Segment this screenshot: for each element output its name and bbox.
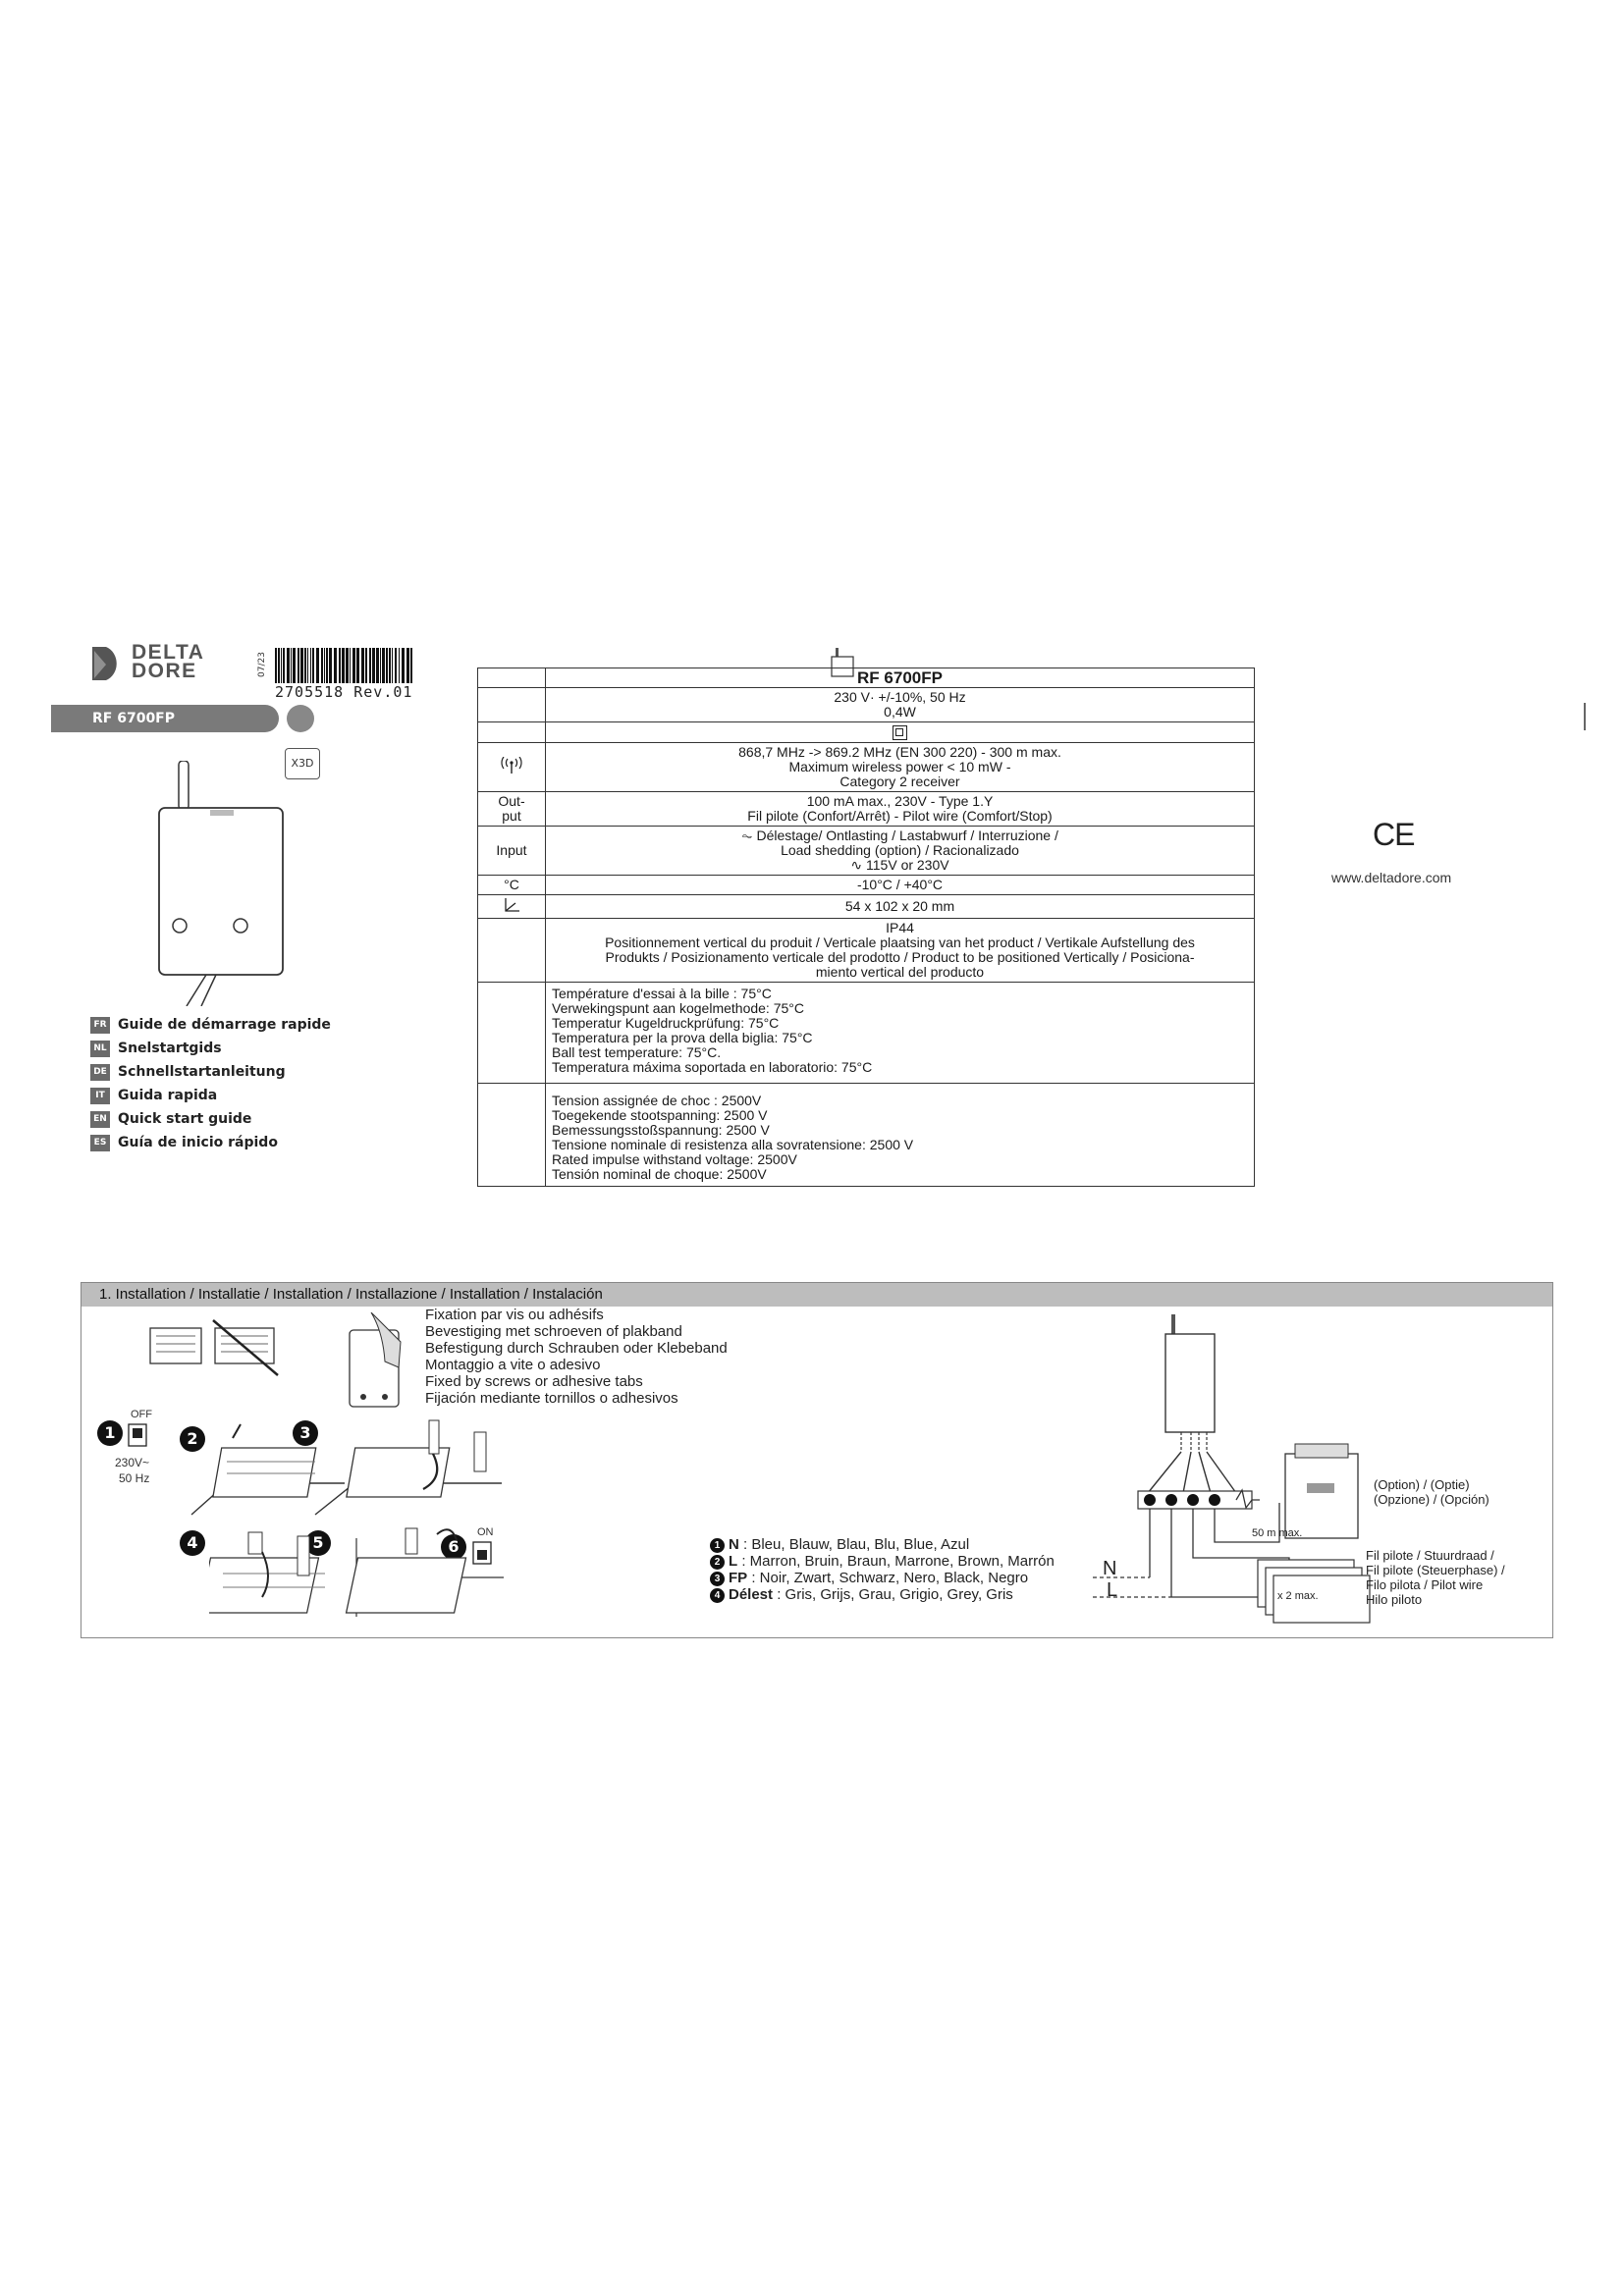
website-link[interactable]: www.deltadore.com	[1331, 870, 1452, 885]
grey-dot	[287, 705, 314, 732]
language-list	[90, 1013, 346, 1154]
language-item	[90, 1084, 346, 1107]
barcode-bar	[352, 648, 355, 683]
language-code: EN	[90, 1111, 110, 1128]
spec-row-dims	[478, 894, 1255, 918]
barcode-bar	[339, 648, 341, 683]
spec-line: Positionnement vertical du produit / Verticale plaatsing van het product / Vertikale Aufstellung des	[605, 934, 1195, 950]
language-label: Guida rapida	[118, 1088, 218, 1103]
step-5-number: 5	[305, 1530, 331, 1556]
steps-2-3-illustration	[188, 1418, 504, 1524]
wire-number: 3	[710, 1572, 725, 1586]
barcode-bar	[395, 648, 397, 683]
barcode-bar	[298, 648, 299, 683]
barcode-bar	[275, 648, 277, 683]
wire-colors: : Noir, Zwart, Schwarz, Nero, Black, Negro	[747, 1570, 1029, 1586]
wire-colors: : Gris, Grijs, Grau, Grigio, Grey, Gris	[773, 1586, 1013, 1603]
spec-temp-label: °C	[478, 875, 546, 894]
barcode-bar	[329, 648, 332, 683]
step-1-number: 1	[97, 1420, 123, 1446]
barcode-bar	[382, 648, 385, 683]
wire-number: 1	[710, 1538, 725, 1553]
barcode-bar	[291, 648, 292, 683]
language-item	[90, 1131, 346, 1154]
installation-section	[81, 1282, 1553, 1638]
dimensions-icon	[503, 897, 520, 913]
option-label	[1374, 1477, 1489, 1507]
breaker-on-icon	[471, 1536, 495, 1566]
spec-dims-label	[478, 894, 546, 918]
language-label: Quick start guide	[118, 1111, 252, 1127]
barcode-bar	[304, 648, 306, 683]
installation-header: 1. Installation / Installatie / Installation / Installazione / Installation / Instalación	[81, 1283, 1552, 1307]
language-code: NL	[90, 1041, 110, 1057]
wire-key: L	[729, 1553, 738, 1570]
spec-line: Tension assignée de choc : 2500V	[552, 1092, 762, 1108]
spec-cell	[478, 668, 546, 688]
barcode-bar	[334, 648, 337, 683]
spec-temp: -10°C / +40°C	[546, 875, 1255, 894]
on-label: ON	[477, 1526, 494, 1538]
language-item	[90, 1037, 346, 1060]
spec-radio	[546, 742, 1255, 791]
spec-line: Maximum wireless power < 10 mW -	[788, 758, 1011, 774]
spec-row-ip	[478, 918, 1255, 982]
date-code: 07/23	[257, 652, 267, 677]
pilot-wire-label	[1366, 1548, 1505, 1607]
wire-key: FP	[729, 1570, 748, 1586]
x3d-badge: X3D	[285, 748, 320, 779]
barcode-bar	[361, 648, 364, 683]
step-3-number: 3	[293, 1420, 318, 1446]
radio-wave-icon	[499, 757, 524, 774]
spec-line: Ball test temperature: 75°C.	[552, 1043, 722, 1060]
wire-key: Délest	[729, 1586, 774, 1603]
spec-line: put	[502, 807, 521, 824]
brand-name	[132, 643, 204, 680]
language-label: Guía de inicio rápido	[118, 1135, 278, 1150]
barcode-bar	[369, 648, 371, 683]
spec-output	[546, 791, 1255, 826]
barcode-bar	[283, 648, 285, 683]
barcode-bar	[365, 648, 367, 683]
barcode-bar	[324, 648, 325, 683]
neutral-label: N	[1103, 1558, 1117, 1579]
spec-line: Category 2 receiver	[839, 773, 960, 789]
barcode-block	[257, 648, 414, 703]
spec-dims: 54 x 102 x 20 mm	[546, 894, 1255, 918]
spec-row-power	[478, 688, 1255, 722]
spec-line: Bemessungsstoßspannung: 2500 V	[552, 1121, 770, 1138]
spec-cell	[478, 688, 546, 722]
spec-line: Out-	[498, 792, 525, 809]
spec-power	[546, 688, 1255, 722]
barcode-bar	[310, 648, 311, 683]
supply-voltage: 230V~	[115, 1456, 150, 1469]
off-label: OFF	[131, 1409, 152, 1420]
delta-dore-logo-icon	[90, 645, 124, 682]
language-code: IT	[90, 1088, 110, 1104]
spec-row-ball	[478, 982, 1255, 1083]
spec-row-temp	[478, 875, 1255, 894]
spec-row-output	[478, 791, 1255, 826]
barcode-bar	[350, 648, 351, 683]
spec-line: 0,4W	[884, 704, 916, 720]
language-item	[90, 1013, 346, 1037]
language-item	[90, 1060, 346, 1084]
fixation-line: Fixed by screws or adhesive tabs	[425, 1373, 643, 1390]
spec-row-impulse	[478, 1083, 1255, 1186]
spec-ball	[546, 982, 1255, 1083]
barcode-bar	[406, 648, 409, 683]
wire-number: 2	[710, 1555, 725, 1570]
language-code: FR	[90, 1017, 110, 1034]
barcode-bar	[316, 648, 319, 683]
barcode-bar	[386, 648, 388, 683]
spec-line: Temperatura per la prova della biglia: 75°C	[552, 1029, 813, 1045]
wire-number: 4	[710, 1588, 725, 1603]
spec-line	[552, 858, 1248, 873]
spec-line: 868,7 MHz -> 869.2 MHz (EN 300 220) - 300 m max.	[738, 743, 1061, 760]
barcode-bar	[402, 648, 405, 683]
double-insulation-icon	[893, 725, 907, 740]
spec-cell	[478, 1083, 546, 1186]
barcode-bar	[287, 648, 290, 683]
pilot-line: Hilo piloto	[1366, 1592, 1423, 1607]
brand-line-1: DELTA	[132, 641, 205, 664]
barcode-bar	[293, 648, 296, 683]
language-label: Guide de démarrage rapide	[118, 1017, 331, 1033]
spec-line: Temperatur Kugeldruckprüfung: 75°C	[552, 1014, 780, 1031]
wire-key: N	[729, 1536, 739, 1553]
spec-line: 100 mA max., 230V - Type 1.Y	[806, 792, 994, 809]
spec-line: Produkts / Posizionamento verticale del prodotto / Product to be positioned Vertically / Posiciona-	[605, 948, 1195, 965]
margin-mark	[1584, 703, 1586, 730]
barcode-bar	[380, 648, 381, 683]
pilot-line: Fil pilote / Stuurdraad /	[1366, 1548, 1494, 1563]
spec-line: Toegekende stootspanning: 2500 V	[552, 1106, 768, 1123]
spec-impulse	[546, 1083, 1255, 1186]
barcode-number: 2705518 Rev.01	[275, 683, 413, 701]
fixation-line: Bevestiging met schroeven of plakband	[425, 1323, 682, 1340]
barcode-bar	[389, 648, 391, 683]
spec-line-text: Délestage/ Ontlasting / Lastabwurf / Interruzione /	[756, 827, 1058, 843]
spec-line	[552, 828, 1248, 843]
spec-title: RF 6700FP	[546, 668, 1255, 688]
barcode-bar	[278, 648, 280, 683]
barcode-bar	[372, 648, 375, 683]
wire-colors: : Bleu, Blauw, Blau, Blu, Blue, Azul	[738, 1536, 970, 1553]
supply-frequency: 50 Hz	[119, 1471, 150, 1485]
spec-line: Tensión nominal de choque: 2500V	[552, 1165, 767, 1182]
spec-row-class	[478, 722, 1255, 743]
barcode-bar	[399, 648, 400, 683]
device-illustration	[147, 761, 295, 1006]
placement-icons	[148, 1318, 286, 1377]
spec-input-label: Input	[478, 826, 546, 875]
barcode-bar	[326, 648, 328, 683]
live-label: L	[1107, 1579, 1118, 1601]
spec-line: Fil pilote (Confort/Arrêt) - Pilot wire (Comfort/Stop)	[747, 807, 1053, 824]
spec-line: 230 V· +/-10%, 50 Hz	[834, 689, 966, 705]
spec-line: miento vertical del producto	[815, 963, 985, 980]
spec-ip	[546, 918, 1255, 982]
spec-cell	[478, 982, 546, 1083]
product-name-bar: RF 6700FP	[51, 705, 279, 732]
spec-radio-label	[478, 742, 546, 791]
barcode-bar	[410, 648, 412, 683]
ce-mark: CE	[1373, 817, 1415, 852]
language-label: Schnellstartanleitung	[118, 1064, 286, 1080]
pilot-line: Filo pilota / Pilot wire	[1366, 1577, 1484, 1592]
steps-4-5-illustration	[209, 1519, 504, 1636]
fixation-line: Befestigung durch Schrauben oder Klebeband	[425, 1340, 728, 1357]
spec-line: Rated impulse withstand voltage: 2500V	[552, 1150, 797, 1167]
spec-row-radio	[478, 742, 1255, 791]
barcode-bar	[356, 648, 359, 683]
spec-line: Load shedding (option) / Racionalizado	[781, 841, 1019, 858]
delta-dore-logo	[90, 643, 218, 692]
breaker-off-icon	[127, 1418, 150, 1448]
barcode-bar	[281, 648, 282, 683]
fixing-illustration	[342, 1312, 412, 1425]
ac-wave-icon: ∿	[850, 856, 867, 873]
brand-line-2: DORE	[132, 660, 197, 682]
distance-label: 50 m max.	[1252, 1527, 1303, 1539]
step-2-number: 2	[180, 1426, 205, 1452]
spec-row-title	[478, 668, 1255, 688]
spec-cell	[478, 918, 546, 982]
barcode-bar	[321, 648, 323, 683]
barcode-bar	[307, 648, 308, 683]
spec-line-text: 115V or 230V	[866, 856, 949, 873]
barcode-icon	[275, 648, 414, 683]
fixation-line: Fijación mediante tornillos o adhesivos	[425, 1390, 678, 1407]
barcode-bar	[392, 648, 393, 683]
language-code: ES	[90, 1135, 110, 1151]
barcode-bar	[346, 648, 349, 683]
language-label: Snelstartgids	[118, 1041, 222, 1056]
step-6-number: 6	[441, 1534, 466, 1560]
spec-line: Verwekingspunt aan kogelmethode: 75°C	[552, 999, 804, 1016]
spec-output-label	[478, 791, 546, 826]
language-item	[90, 1107, 346, 1131]
spec-class	[546, 722, 1255, 743]
spec-table	[477, 667, 1255, 1187]
spec-input	[546, 826, 1255, 875]
option-line: (Opzione) / (Opción)	[1374, 1492, 1489, 1507]
barcode-bar	[312, 648, 314, 683]
wire-colors: : Marron, Bruin, Braun, Marrone, Brown, Marrón	[737, 1553, 1055, 1570]
spec-cell	[478, 722, 546, 743]
fixation-line: Fixation par vis ou adhésifs	[425, 1307, 604, 1323]
step-4-number: 4	[180, 1530, 205, 1556]
fixation-line: Montaggio a vite o adesivo	[425, 1357, 601, 1373]
count-label: x 2 max.	[1277, 1590, 1319, 1602]
spec-row-input	[478, 826, 1255, 875]
spec-line: IP44	[886, 919, 914, 935]
barcode-bar	[300, 648, 303, 683]
pilot-line: Fil pilote (Steuerphase) /	[1366, 1563, 1505, 1577]
spec-line: Température d'essai à la bille : 75°C	[552, 985, 772, 1001]
spec-line: Tensione nominale di resistenza alla sovratensione: 2500 V	[552, 1136, 914, 1152]
fixation-text	[425, 1307, 877, 1407]
option-line: (Option) / (Optie)	[1374, 1477, 1470, 1492]
language-code: DE	[90, 1064, 110, 1081]
barcode-bar	[376, 648, 379, 683]
barcode-bar	[342, 648, 345, 683]
pulse-icon: ⏦	[741, 827, 757, 843]
spec-line: Temperatura máxima soportada en laboratorio: 75°C	[552, 1058, 873, 1075]
